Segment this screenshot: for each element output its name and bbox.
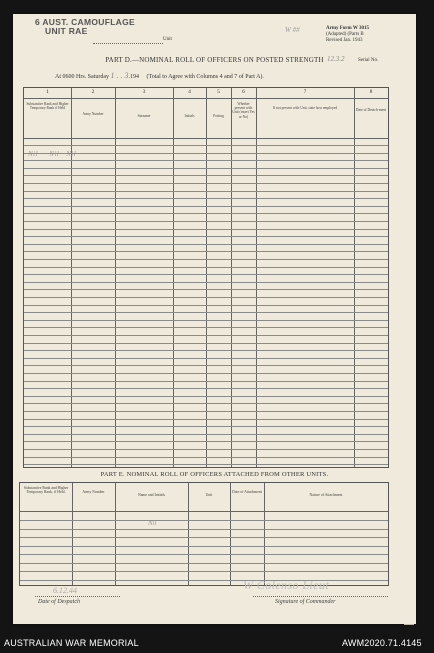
ruled-line <box>24 183 388 184</box>
ruled-line <box>24 236 388 237</box>
ruled-line <box>24 175 388 176</box>
ruled-line <box>20 546 388 547</box>
handwritten-entry: Nil · · Nil · Nil · · <box>28 150 86 158</box>
column-header: Substantive Rank and Higher Temporary Rank if Held <box>26 102 69 111</box>
ruled-line <box>24 358 388 359</box>
header-rule <box>24 138 388 139</box>
form-sheet <box>13 14 416 624</box>
pencil-mark: W ## <box>285 26 300 34</box>
ruled-line <box>20 529 388 530</box>
column-number: 4 <box>188 89 191 95</box>
ruled-line <box>24 350 388 351</box>
header-rule <box>24 98 388 99</box>
column-header: Initials <box>184 114 195 118</box>
part-d-table <box>23 87 389 468</box>
column-number: 7 <box>303 89 307 95</box>
column-header: Army Number <box>82 112 104 116</box>
column-number: 2 <box>91 89 95 95</box>
col-divider <box>188 483 189 585</box>
ruled-line <box>24 145 388 146</box>
header-rule <box>20 511 388 512</box>
ruled-line <box>20 554 388 555</box>
col-divider <box>230 483 231 585</box>
col-divider <box>264 483 265 585</box>
column-number: 3 <box>142 89 146 95</box>
column-header: If not present with Unit, state how employed <box>272 106 338 110</box>
ruled-line <box>24 388 388 389</box>
ruled-line <box>24 320 388 321</box>
column-header: Substantive Rank and Higher Temporary Rank, if Held. <box>23 486 69 495</box>
column-header: Name and Initials <box>138 493 165 497</box>
ruled-line <box>24 289 388 290</box>
col-divider <box>115 483 116 585</box>
unit-stamp-line2: UNIT RAE <box>45 26 88 36</box>
ruled-line <box>20 580 388 581</box>
ruled-line <box>24 365 388 366</box>
form-number: Army Form W 3015 <box>326 26 370 31</box>
ruled-line <box>24 411 388 412</box>
column-number: 1 <box>46 89 49 95</box>
despatch-label: Date of Despatch <box>38 599 80 605</box>
ruled-line <box>20 571 388 572</box>
ruled-line <box>24 153 388 154</box>
ruled-line <box>20 537 388 538</box>
ruled-line <box>24 327 388 328</box>
despatch-date-handwriting: 6.12.44 <box>53 586 77 595</box>
ruled-line <box>24 464 388 465</box>
part-e-title: PART E. NOMINAL ROLL OF OFFICERS ATTACHED FROM OTHER UNITS. <box>100 471 329 478</box>
ruled-line <box>24 403 388 404</box>
ruled-line <box>24 259 388 260</box>
signature-handwriting: W Colenso Lieut <box>243 578 329 592</box>
ruled-line <box>24 168 388 169</box>
subtitle-prefix: At 0600 Hrs. Saturday <box>55 74 109 80</box>
ruled-line <box>24 244 388 245</box>
column-header: Army Number <box>82 490 105 494</box>
ruled-line <box>24 441 388 442</box>
part-d-title: PART D.—NOMINAL ROLL OF OFFICERS ON POSTED STRENGTH <box>105 56 324 64</box>
ruled-line <box>24 191 388 192</box>
column-number: 8 <box>369 89 373 95</box>
part-d-subtitle <box>55 71 264 80</box>
ruled-line <box>20 520 388 521</box>
subtitle-date-handwriting: 1 . . 3 <box>110 71 129 80</box>
column-header: Posting <box>213 114 224 118</box>
ruled-line <box>24 449 388 450</box>
ruled-line <box>24 434 388 435</box>
unit-stamp-line1: 6 AUST. CAMOUFLAGE <box>35 17 136 27</box>
ruled-line <box>24 274 388 275</box>
serial-label: Serial No. <box>358 58 379 63</box>
col-divider <box>72 483 73 585</box>
ruled-line <box>24 282 388 283</box>
ruled-line <box>24 198 388 199</box>
part-e-table <box>19 482 389 586</box>
column-header: Nature of Attachment <box>309 493 343 497</box>
serial-handwriting: 12.3.2 <box>327 55 345 63</box>
despatch-line <box>35 596 120 597</box>
form-revised: Revised Jan. 1943 <box>326 38 363 43</box>
ruled-line <box>20 563 388 564</box>
column-header: Whether present with Unit (insert Yes or No) <box>232 102 255 119</box>
column-header: Date of Attachment <box>232 490 262 494</box>
form-reference <box>326 26 369 44</box>
column-header: Surname <box>137 114 151 118</box>
ruled-line <box>24 343 388 344</box>
caption-accession-number: AWM2020.71.4145 <box>342 638 422 648</box>
ruled-line <box>24 419 388 420</box>
ruled-line <box>24 373 388 374</box>
ruled-line <box>24 426 388 427</box>
ruled-line <box>24 221 388 222</box>
column-header: Date of Detach-ment <box>355 108 387 112</box>
handwritten-entry: Nil <box>148 519 157 527</box>
ruled-line <box>24 267 388 268</box>
ruled-line <box>24 335 388 336</box>
ruled-line <box>24 457 388 458</box>
unit-line <box>93 43 163 44</box>
ruled-line <box>24 213 388 214</box>
signature-label: Signature of Commander <box>275 599 336 605</box>
column-number: 6 <box>242 89 245 95</box>
column-number: 5 <box>217 89 220 95</box>
caption-institution: AUSTRALIAN WAR MEMORIAL <box>4 638 139 648</box>
ruled-line <box>24 305 388 306</box>
signature-line <box>253 596 388 597</box>
ruled-line <box>24 229 388 230</box>
ruled-line <box>24 206 388 207</box>
form-adapted: (Adapted) (Parts B <box>326 32 364 37</box>
ruled-line <box>24 396 388 397</box>
subtitle-suffix: (Total to Agree with Columns 4 and 7 of Part A). <box>146 74 264 80</box>
ruled-line <box>24 312 388 313</box>
ruled-line <box>24 160 388 161</box>
subtitle-year: .194 <box>128 74 139 80</box>
ruled-line <box>24 297 388 298</box>
unit-stamp <box>35 18 135 36</box>
column-header: Unit <box>205 493 213 497</box>
unit-label: Unit <box>163 37 172 42</box>
ruled-line <box>24 251 388 252</box>
ruled-line <box>24 381 388 382</box>
